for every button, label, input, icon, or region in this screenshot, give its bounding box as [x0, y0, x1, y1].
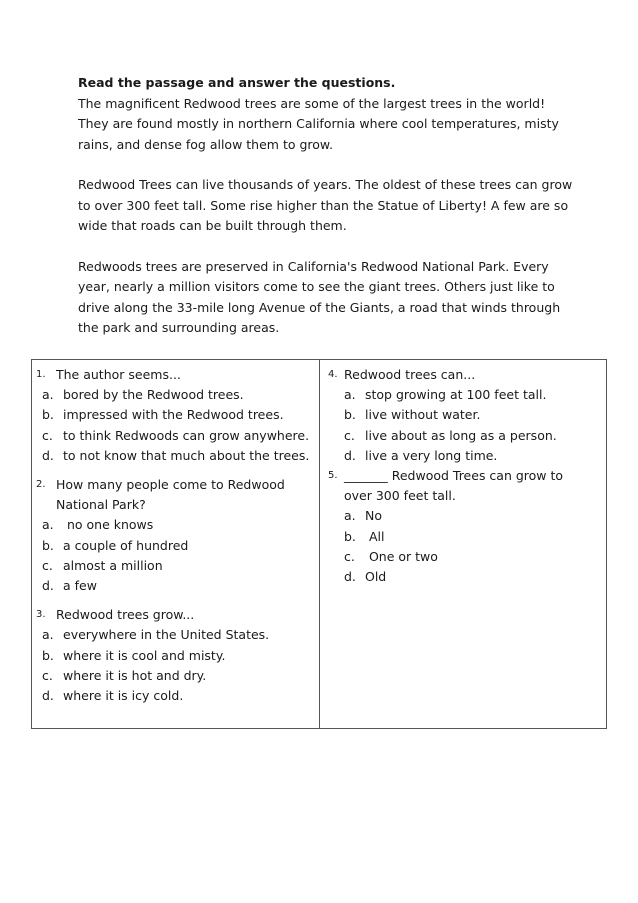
answer-option[interactable]: [32, 686, 319, 706]
option-text: live a very long time.: [365, 447, 498, 463]
option-text: a few: [63, 578, 97, 594]
question-1: [32, 365, 319, 466]
option-letter: a.: [42, 517, 54, 533]
option-letter: b.: [344, 528, 356, 544]
question-text: Redwood trees grow...: [56, 607, 195, 623]
option-text: almost a million: [63, 557, 163, 573]
option-text: live about as long as a person.: [365, 427, 557, 443]
question-stem: [32, 475, 319, 515]
option-text: to think Redwoods can grow anywhere.: [63, 427, 310, 443]
question-4: [320, 365, 606, 466]
question-text: _______ Redwood Trees can grow to over 300 feet tall.: [344, 468, 564, 504]
option-text: impressed with the Redwood trees.: [63, 407, 284, 423]
option-text: live without water.: [365, 407, 481, 423]
option-text: No: [365, 508, 382, 524]
option-letter: b.: [344, 407, 356, 423]
option-letter: a.: [344, 387, 356, 403]
option-letter: c.: [344, 427, 355, 443]
option-letter: b.: [42, 407, 54, 423]
instructions-heading: Read the passage and answer the questions.: [78, 75, 396, 90]
answer-option[interactable]: [32, 666, 319, 686]
passage-paragraph-2: Redwood Trees can live thousands of years. The oldest of these trees can grow to over 300 feet tall. Some rise higher than the Statue of Liberty! A few are so wide that roads can be built through them.: [78, 177, 573, 233]
answer-option[interactable]: [320, 567, 606, 587]
answer-option[interactable]: [320, 446, 606, 466]
option-letter: c.: [42, 427, 53, 443]
option-text: bored by the Redwood trees.: [63, 387, 244, 403]
answer-option[interactable]: [32, 426, 319, 446]
question-stem: [320, 466, 606, 506]
answer-option[interactable]: [32, 625, 319, 645]
questions-column-left: [32, 360, 320, 728]
option-letter: d.: [42, 447, 54, 463]
question-number: 4.: [328, 369, 338, 380]
option-text: where it is cool and misty.: [63, 647, 226, 663]
option-text: no one knows: [63, 517, 154, 533]
option-letter: d.: [344, 569, 356, 585]
answer-option[interactable]: [32, 556, 319, 576]
answer-option[interactable]: [32, 646, 319, 666]
option-text: everywhere in the United States.: [63, 627, 270, 643]
answer-option[interactable]: [32, 385, 319, 405]
answer-option[interactable]: [320, 547, 606, 567]
question-text: Redwood trees can...: [344, 367, 476, 382]
question-text: The author seems...: [56, 367, 181, 382]
option-text: Old: [365, 569, 387, 585]
answer-option[interactable]: [320, 527, 606, 547]
option-letter: b.: [42, 647, 54, 663]
answer-option[interactable]: [32, 536, 319, 556]
answer-option[interactable]: [320, 426, 606, 446]
option-letter: a.: [42, 627, 54, 643]
option-letter: c.: [344, 548, 355, 564]
answer-option[interactable]: [320, 506, 606, 526]
option-text: stop growing at 100 feet tall.: [365, 387, 547, 403]
question-2: [32, 475, 319, 596]
question-5: [320, 466, 606, 587]
question-stem: [320, 365, 606, 385]
answer-option[interactable]: [32, 405, 319, 425]
answer-option[interactable]: [32, 576, 319, 596]
option-letter: b.: [42, 537, 54, 553]
option-text: All: [365, 528, 385, 544]
question-number: 1.: [36, 369, 46, 380]
question-3: [32, 605, 319, 706]
option-letter: d.: [42, 688, 54, 704]
answer-option[interactable]: [320, 385, 606, 405]
question-stem: [32, 605, 319, 625]
passage-paragraph-3: Redwoods trees are preserved in California's Redwood National Park. Every year, nearly a million visitors come to see the giant trees. Others just like to drive along the 33-mile long Avenue of the Giants, a road that winds through the park and surrounding areas.: [78, 258, 561, 335]
question-number: 2.: [36, 479, 46, 491]
questions-table: [31, 359, 607, 729]
answer-option[interactable]: [32, 446, 319, 466]
question-number: 3.: [36, 609, 46, 621]
option-letter: a.: [344, 508, 356, 524]
question-number: 5.: [328, 470, 338, 482]
option-letter: c.: [42, 667, 53, 683]
option-letter: d.: [42, 578, 54, 594]
passage-paragraph-1: The magnificent Redwood trees are some of the largest trees in the world! They are found mostly in northern California where cool temperatures, misty rains, and dense fog allow them to grow.: [78, 95, 559, 152]
option-text: to not know that much about the trees.: [63, 447, 310, 463]
answer-option[interactable]: [32, 515, 319, 535]
option-text: where it is icy cold.: [63, 688, 184, 704]
option-letter: d.: [344, 447, 356, 463]
option-text: a couple of hundred: [63, 537, 189, 553]
reading-passage: [78, 73, 598, 339]
questions-column-right: [320, 360, 606, 728]
option-letter: a.: [42, 387, 54, 403]
question-stem: [32, 365, 319, 385]
option-letter: c.: [42, 557, 53, 573]
option-text: where it is hot and dry.: [63, 667, 207, 683]
option-text: One or two: [365, 548, 438, 564]
answer-option[interactable]: [320, 405, 606, 425]
question-text: How many people come to Redwood National Park?: [56, 477, 285, 513]
